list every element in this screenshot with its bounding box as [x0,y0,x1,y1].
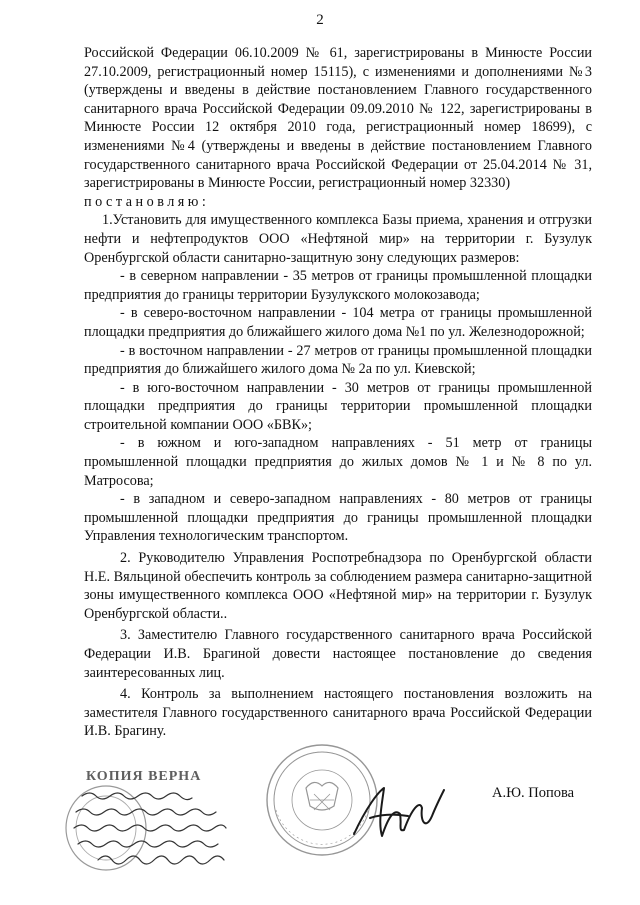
item-2: 2. Руководителю Управления Роспотребнадзора по Оренбургской области Н.Е. Вяльциной обеспечить контроль за соблюдением размера санитарно-защитной зоны имущественного комплекса ООО «Нефтяной мир» на территории г. Бузулук Оренбургской области.. [84,550,592,622]
copy-certified-text: КОПИЯ ВЕРНА [86,769,202,784]
item-4: 4. Контроль за выполнением настоящего постановления возложить на заместителя Главного государственного санитарного врача Российской Федерации И.В. Брагину. [84,686,592,740]
page-number: 2 [316,12,324,28]
direction-south-southwest: - в южном и юго-западном направлениях - 51 метр от границы промышленной площадки предприятия до жилых домов № 1 и № 8 по ул. Матросова; [84,435,592,489]
signer-name: А.Ю. Попова [492,785,575,801]
item-1: 1.Установить для имущественного комплекса Базы приема, хранения и отгрузки нефти и нефтепродуктов ООО «Нефтяной мир» на территории г. Бузулук Оренбургской области санитарно-защитную зону следующих размеров: [84,212,592,266]
copy-certified-stamp [58,760,268,880]
document-body [84,44,592,741]
resolve-word: постановляю: [84,193,210,210]
direction-east: - в восточном направлении - 27 метров от границы промышленной площадки предприятия до ближайшего жилого дома № 2а по ул. Киевской; [84,342,592,378]
direction-southeast: - в юго-восточном направлении - 30 метров от границы промышленной площадки предприятия до границы территории промышленной площадки строительной компании ООО «БВК»; [84,379,592,433]
direction-northeast: - в северо-восточном направлении - 104 метра от границы промышленной площадки предприятия до ближайшего жилого дома №1 по ул. Железнодорожной; [84,305,592,340]
direction-north: - в северном направлении - 35 метров от границы промышленной площадки предприятия до границы территории Бузулукского молокозавода; [84,268,592,303]
signature [348,778,458,848]
signature-block [0,740,640,890]
direction-west-northwest: - в западном и северо-западном направлениях - 80 метров от границы промышленной площадки предприятия до границы промышленной площадки Управления технологическим транспортом. [84,491,592,545]
intro-paragraph: Российской Федерации 06.10.2009 № 61, зарегистрированы в Минюсте России 27.10.2009, регистрационный номер 15115), с изменениями и дополнениями №3 (утверждены и введены в действие постановлением Главного государственного санитарного врача Российской Федерации 09.09.2010 № 122, зарегистрированы в Минюсте России 12 октября 2010 года, регистрационный номер 18699), с изменениями №4 (утверждены и введены в действие постановлением Главного государственного санитарного врача Российской Федерации от 25.04.2014 № 31, зарегистрированы в Минюсте России, регистрационный номер 32330) [84,45,592,192]
item-3: 3. Заместителю Главного государственного санитарного врача Российской Федерации И.В. Брагиной довести настоящее постановление до сведения заинтересованных лиц. [84,627,592,681]
